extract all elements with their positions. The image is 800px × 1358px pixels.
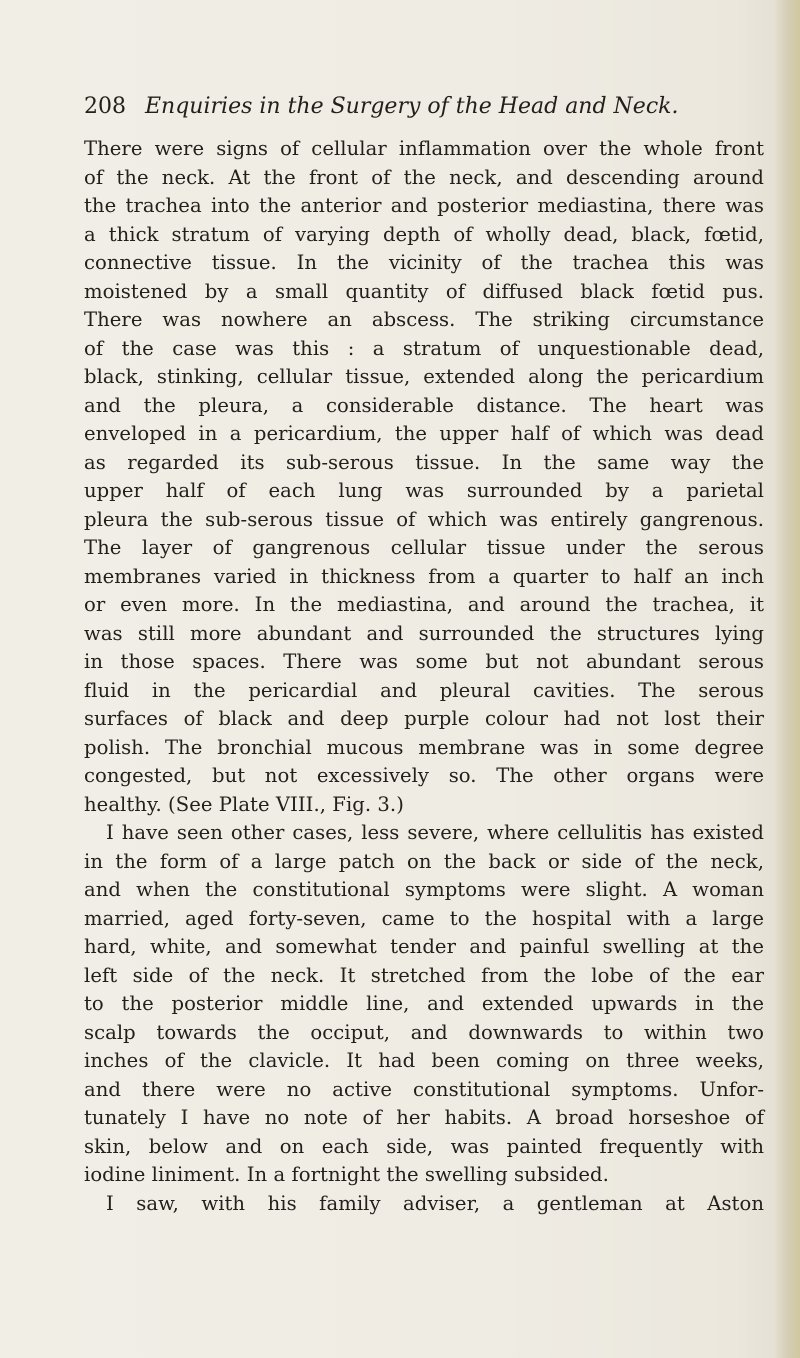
- text-line: fluid in the pericardial and pleural cavities. The serous: [84, 678, 764, 702]
- text-line: upper half of each lung was surrounded by a parietal: [84, 479, 764, 502]
- text-line: and there were no active constitutional symptoms. Unfor-: [84, 1077, 764, 1101]
- text-line: of the case was this : a stratum of unquestionable dead,: [84, 336, 764, 360]
- text-line: connective tissue. In the vicinity of the trachea this was: [84, 251, 764, 274]
- text-line: in the form of a large patch on the back or side of the neck,: [84, 849, 764, 873]
- text-line: There were signs of cellular inflammation over the whole front: [84, 137, 764, 160]
- text-line: The layer of gangrenous cellular tissue under the serous: [84, 536, 764, 559]
- text-line: There was nowhere an abscess. The striking circumstance: [84, 308, 764, 331]
- text-line: scalp towards the occiput, and downwards to within two: [84, 1020, 764, 1044]
- text-line: congested, but not excessively so. The other organs were: [84, 764, 764, 787]
- text-line: married, aged forty-seven, came to the hospital with a large: [84, 906, 764, 930]
- body-text: [84, 135, 764, 1218]
- text-line: moistened by a small quantity of diffused black fœtid pus.: [84, 279, 764, 303]
- text-line: and the pleura, a considerable distance. The heart was: [84, 393, 764, 417]
- text-line: skin, below and on each side, was painted frequently with: [84, 1134, 764, 1158]
- text-line: tunately I have no note of her habits. A broad horseshoe of: [84, 1106, 764, 1129]
- text-line: to the posterior middle line, and extended upwards in the: [84, 992, 764, 1015]
- text-line: left side of the neck. It stretched from the lobe of the ear: [84, 963, 764, 987]
- running-title: Enquiries in the Surgery of the Head and Neck.: [145, 94, 679, 119]
- text-line: a thick stratum of varying depth of wholly dead, black, fœtid,: [84, 222, 764, 246]
- page-edge-shadow: [774, 0, 800, 1358]
- text-line: and when the constitutional symptoms were slight. A woman: [84, 878, 764, 901]
- page-number: 208: [84, 94, 126, 119]
- text-line: as regarded its sub-serous tissue. In the same way the: [84, 450, 764, 474]
- text-line: surfaces of black and deep purple colour had not lost their: [84, 707, 764, 730]
- text-line: polish. The bronchial mucous membrane was in some degree: [84, 735, 764, 759]
- text-line: inches of the clavicle. It had been coming on three weeks,: [84, 1049, 764, 1072]
- text-line: in those spaces. There was some but not abundant serous: [84, 650, 764, 673]
- text-line: enveloped in a pericardium, the upper half of which was dead: [84, 422, 764, 445]
- running-head: [84, 92, 744, 122]
- text-line: iodine liniment. In a fortnight the swelling subsided.: [84, 1163, 609, 1186]
- text-line: I have seen other cases, less severe, where cellulitis has existed: [106, 821, 764, 844]
- text-line: pleura the sub-serous tissue of which was entirely gangrenous.: [84, 507, 764, 531]
- text-line: or even more. In the mediastina, and around the trachea, it: [84, 593, 764, 616]
- text-line: hard, white, and somewhat tender and painful swelling at the: [84, 935, 764, 958]
- text-line: was still more abundant and surrounded the structures lying: [84, 621, 764, 645]
- text-line: healthy. (See Plate VIII., Fig. 3.): [84, 792, 404, 816]
- text-line: black, stinking, cellular tissue, extended along the pericardium: [84, 365, 764, 388]
- text-line: membranes varied in thickness from a quarter to half an inch: [84, 564, 764, 588]
- text-line: the trachea into the anterior and posterior mediastina, there was: [84, 194, 764, 217]
- text-line: I saw, with his family adviser, a gentleman at Aston: [106, 1191, 764, 1215]
- text-line: of the neck. At the front of the neck, and descending around: [84, 165, 764, 189]
